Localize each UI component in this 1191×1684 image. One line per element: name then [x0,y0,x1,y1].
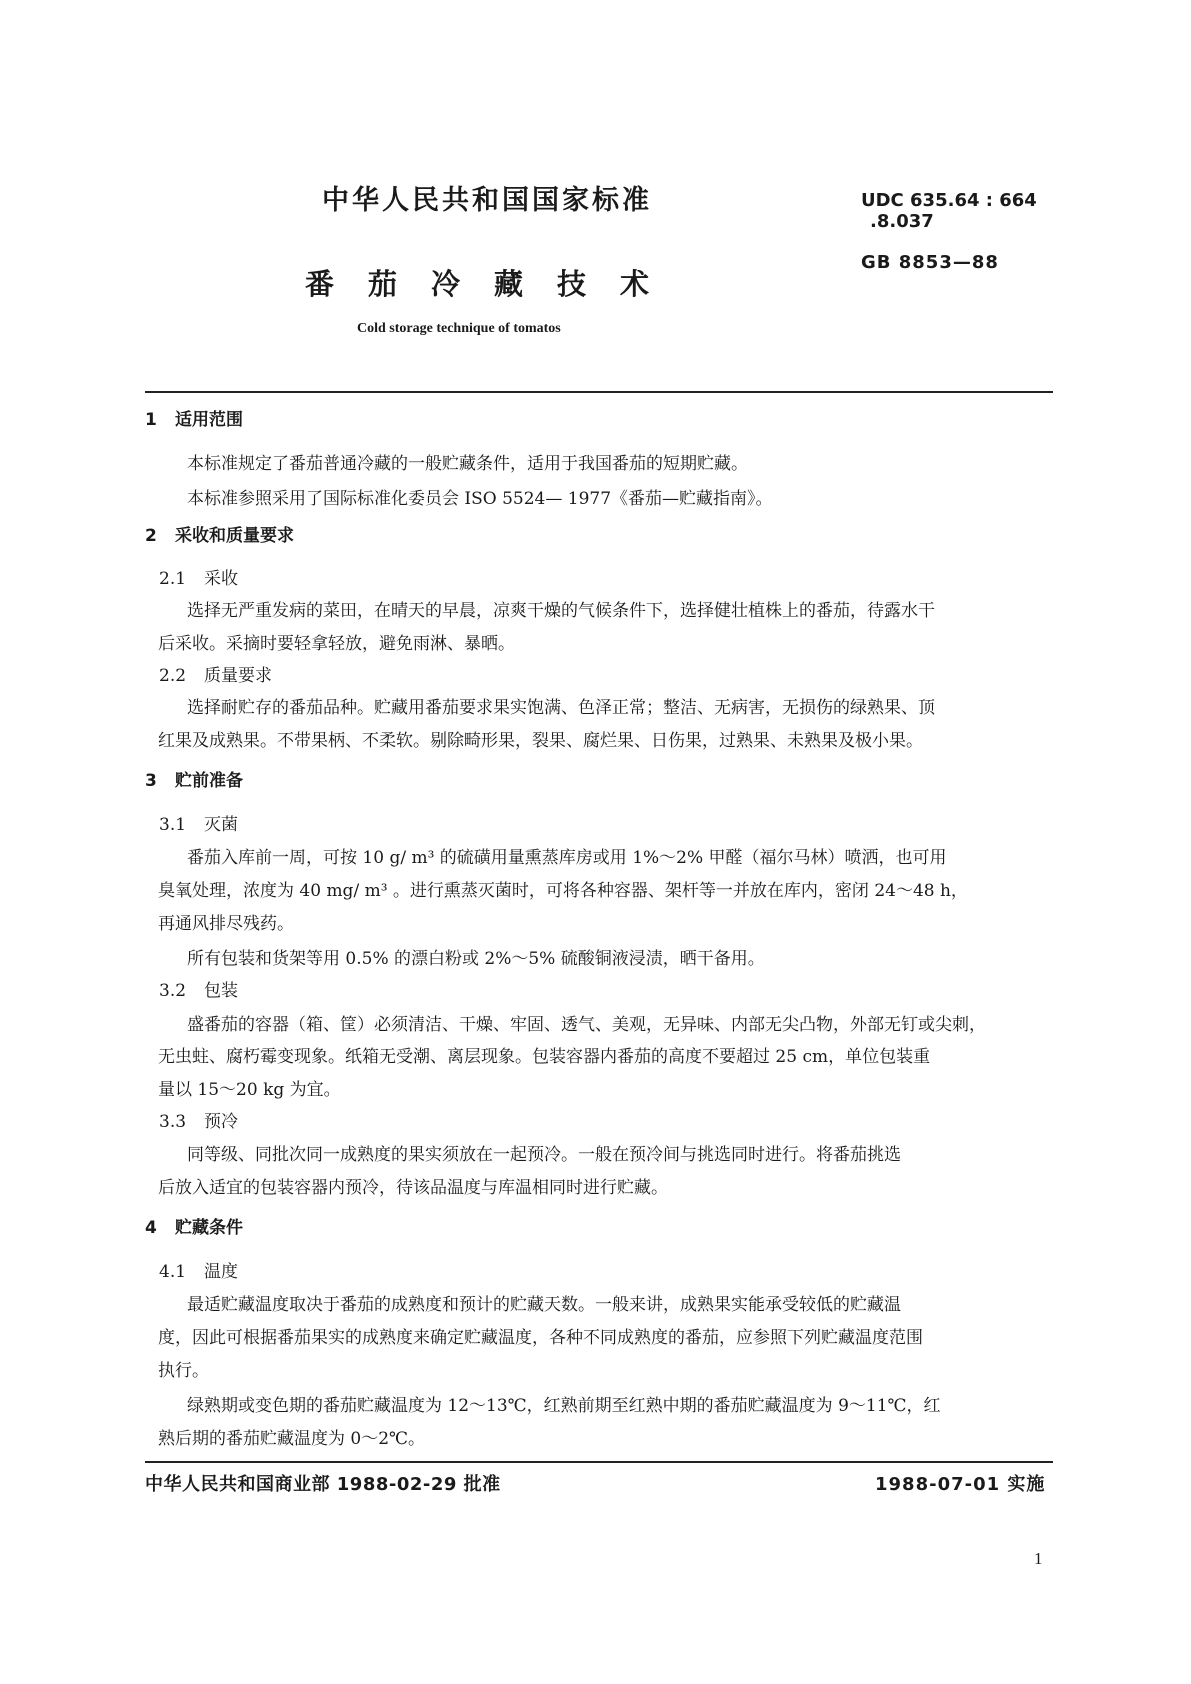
subsection-2-1-line-1: 选择无严重发病的菜田，在晴天的早晨，凉爽干燥的气候条件下，选择健壮植株上的番茄，待露水干 [187,601,935,621]
subsection-4-1-line-3: 执行。 [158,1361,209,1381]
subsection-4-1-para-2-line-1: 绿熟期或变色期的番茄贮藏温度为 12～13℃，红熟前期至红熟中期的番茄贮藏温度为 9～11℃，红 [187,1396,941,1416]
subsection-4-1-line-2: 度，因此可根据番茄果实的成熟度来确定贮藏温度，各种不同成熟度的番茄，应参照下列贮藏温度范围 [158,1328,923,1348]
section-1-para-1: 本标准规定了番茄普通冷藏的一般贮藏条件，适用于我国番茄的短期贮藏。 [187,454,748,474]
subsection-2-2-line-2: 红果及成熟果。不带果柄、不柔软。剔除畸形果，裂果、腐烂果、日伤果，过熟果、未熟果及极小果。 [158,731,923,751]
subsection-3-2-line-1: 盛番茄的容器（箱、筐）必须清洁、干燥、牢固、透气、美观，无异味、内部无尖凸物，外部无钉或尖刺， [187,1015,986,1035]
subsection-3-2-heading: 3.2 包装 [159,981,238,1001]
subsection-4-1-para-2-line-2: 熟后期的番茄贮藏温度为 0～2℃。 [158,1429,426,1449]
udc-code-line1: UDC 635.64 : 664 [861,190,1037,211]
section-3-heading: 3 贮前准备 [145,771,243,791]
section-1-para-2: 本标准参照采用了国际标准化委员会 ISO 5524— 1977《番茄—贮藏指南》。 [187,489,773,509]
page-number: 1 [1034,1549,1043,1568]
approval-statement: 中华人民共和国商业部 1988-02-29 批准 [145,1474,501,1495]
subsection-4-1-heading: 4.1 温度 [159,1262,238,1282]
gb-standard-code: GB 8853—88 [861,252,999,273]
subsection-3-2-line-2: 无虫蛀、腐朽霉变现象。纸箱无受潮、离层现象。包装容器内番茄的高度不要超过 25 cm，单位包装重 [158,1047,931,1067]
document-title-cn: 番茄冷藏技术 [305,267,684,301]
national-standard-heading: 中华人民共和国国家标准 [322,185,652,216]
document-title-en: Cold storage technique of tomatos [357,321,561,336]
subsection-3-3-line-1: 同等级、同批次同一成熟度的果实须放在一起预冷。一般在预冷间与挑选同时进行。将番茄挑选 [187,1145,901,1165]
subsection-3-1-line-2: 臭氧处理，浓度为 40 mg/ m³ 。进行熏蒸灭菌时，可将各种容器、架杆等一并放在库内，密闭 24～48 h， [158,881,968,901]
header-divider [145,391,1053,393]
subsection-2-1-line-2: 后采收。采摘时要轻拿轻放，避免雨淋、暴晒。 [158,634,515,654]
effective-date: 1988-07-01 实施 [875,1474,1046,1495]
subsection-3-1-heading: 3.1 灭菌 [159,815,238,835]
footer-divider [145,1461,1053,1463]
udc-code-line2: .8.037 [870,211,934,232]
subsection-3-3-line-2: 后放入适宜的包装容器内预冷，待该品温度与库温相同时进行贮藏。 [158,1178,668,1198]
subsection-3-3-heading: 3.3 预冷 [159,1112,238,1132]
subsection-2-2-line-1: 选择耐贮存的番茄品种。贮藏用番茄要求果实饱满、色泽正常；整洁、无病害，无损伤的绿熟果、顶 [187,698,935,718]
subsection-3-1-para-2: 所有包装和货架等用 0.5% 的漂白粉或 2%～5% 硫酸铜液浸渍，晒干备用。 [187,949,765,969]
subsection-2-1-heading: 2.1 采收 [159,569,238,589]
section-2-heading: 2 采收和质量要求 [145,526,294,546]
subsection-2-2-heading: 2.2 质量要求 [159,666,272,686]
section-4-heading: 4 贮藏条件 [145,1218,243,1238]
subsection-3-1-line-1: 番茄入库前一周，可按 10 g/ m³ 的硫磺用量熏蒸库房或用 1%～2% 甲醛（福尔马林）喷洒，也可用 [187,848,947,868]
subsection-3-2-line-3: 量以 15～20 kg 为宜。 [158,1080,341,1100]
section-1-heading: 1 适用范围 [145,410,243,430]
subsection-3-1-line-3: 再通风排尽残药。 [158,914,294,934]
subsection-4-1-line-1: 最适贮藏温度取决于番茄的成熟度和预计的贮藏天数。一般来讲，成熟果实能承受较低的贮藏温 [187,1295,901,1315]
